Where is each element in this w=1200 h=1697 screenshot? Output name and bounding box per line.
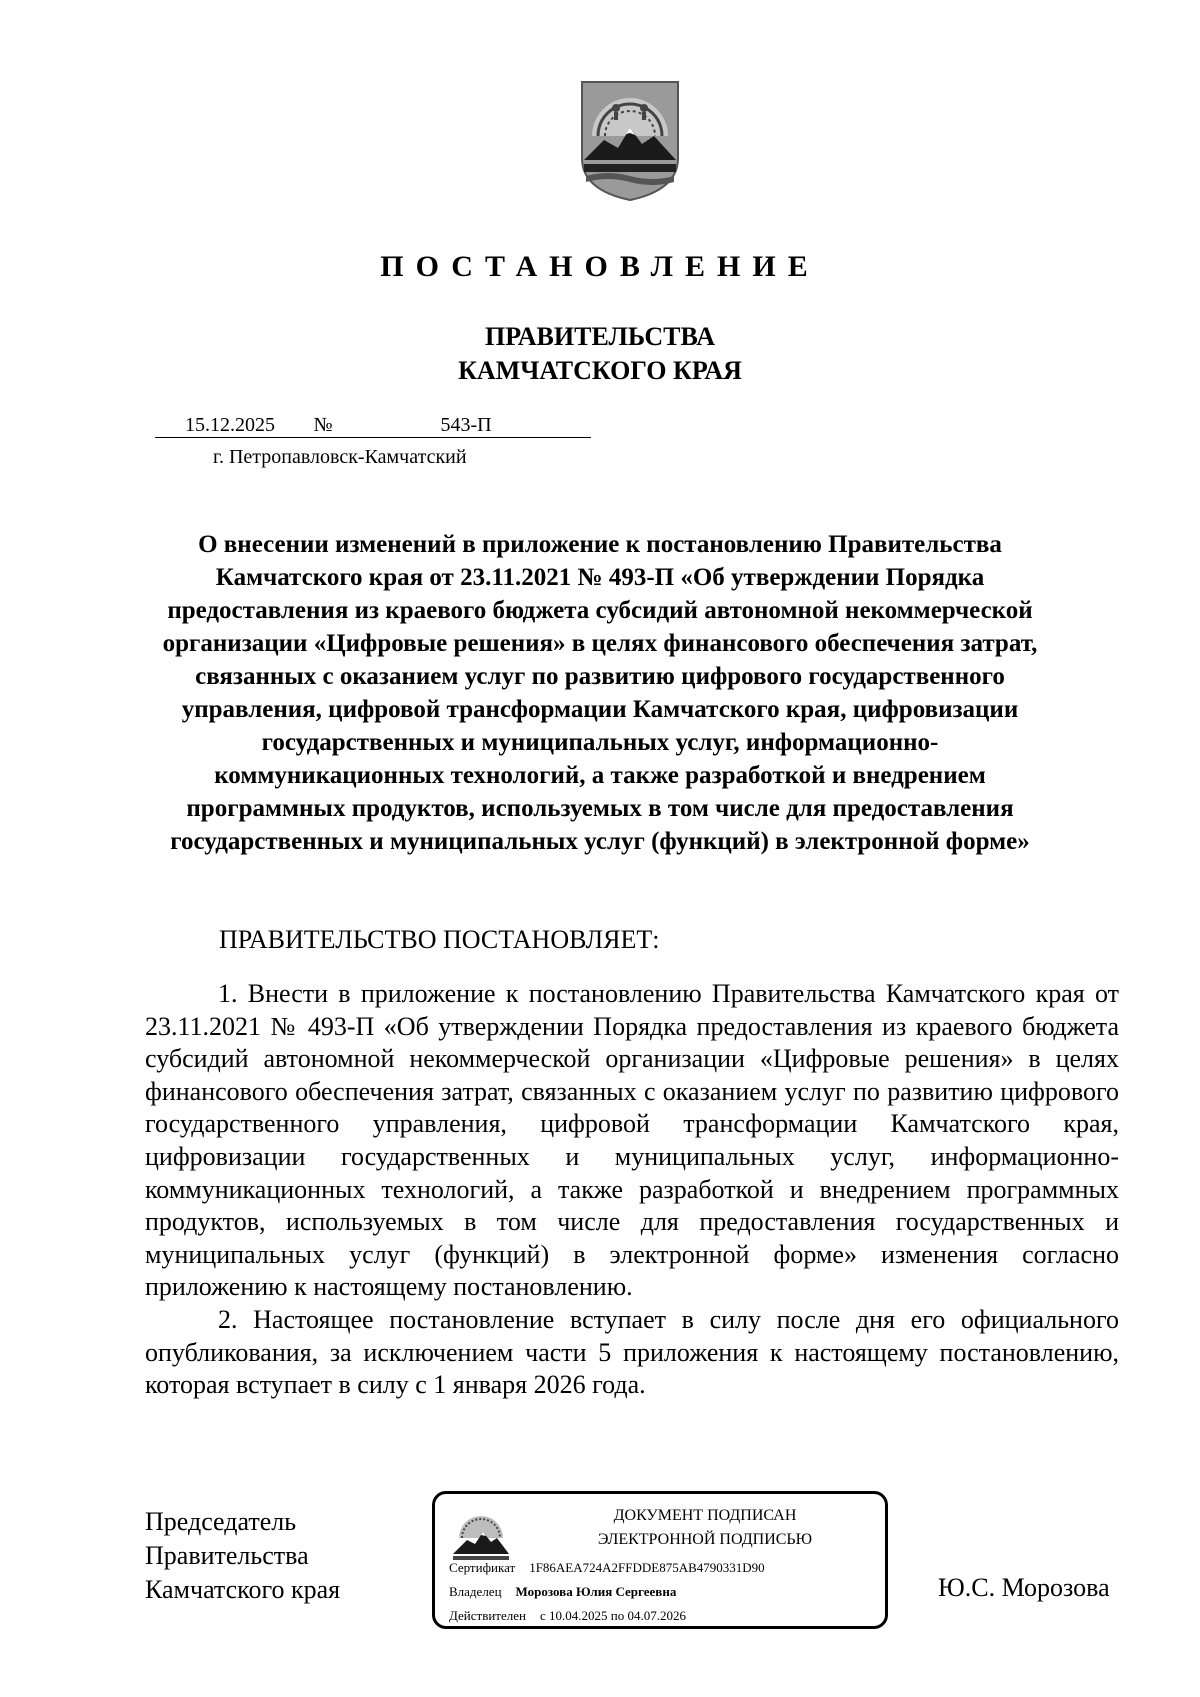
signer-title-line: Председатель	[145, 1507, 297, 1536]
document-title: О внесении изменений в приложение к постановлению Правительства Камчатского края от 23.11.2021 № 493-П «Об утверждении Порядка предоставления из краевого бюджета субсидий автономной некоммерческой организации «Цифровые решения» в целях финансового обеспечения затрат, связанных с оказанием услуг по развитию цифрового государственного управления, цифровой трансформации Камчатского края, цифровизации государственных и муниципальных услуг, информационно-коммуникационных технологий, а также разработкой и внедрением программных продуктов, используемых в том числе для предоставления государственных и муниципальных услуг (функций) в электронной форме»	[162, 531, 1038, 855]
stamp-heading-line-2: ЭЛЕКТРОННОЙ ПОДПИСЬЮ	[597, 1531, 813, 1548]
signer-name: Ю.С. Морозова	[938, 1573, 1110, 1602]
decree-phrase: ПРАВИТЕЛЬСТВО ПОСТАНОВЛЯЕТ:	[219, 925, 660, 954]
document-number: 543-П	[341, 413, 591, 438]
paragraph-2: 2. Настоящее постановление вступает в силу после дня его официального опубликования, за исключением части 5 приложения к настоящему постановлению, которая вступает в силу с 1 января 2026 года.	[145, 1304, 1119, 1400]
document-reference	[155, 413, 591, 438]
validity-label: Действителен	[449, 1608, 526, 1623]
stamp-owner-row	[449, 1584, 676, 1600]
document-body	[145, 978, 1119, 1402]
stamp-heading	[535, 1504, 875, 1552]
stamp-validity-row	[449, 1608, 686, 1624]
authority-line-2: КАМЧАТСКОГО КРАЯ	[458, 356, 742, 385]
stamp-certificate-row	[449, 1560, 765, 1576]
kamchatka-coat-of-arms-icon	[451, 1504, 511, 1560]
document-place: г. Петропавловск-Камчатский	[213, 446, 467, 468]
kamchatka-coat-of-arms-icon	[578, 78, 682, 204]
document-date: 15.12.2025	[155, 413, 305, 438]
paragraph-1: 1. Внести в приложение к постановлению Правительства Камчатского края от 23.11.2021 № 493-П «Об утверждении Порядка предоставления из краевого бюджета субсидий автономной некоммерческой организации «Цифровые решения» в целях финансового обеспечения затрат, связанных с оказанием услуг по развитию цифрового государственного управления, цифровой трансформации Камчатского края, цифровизации государственных и муниципальных услуг, информационно-коммуникационных технологий, а также разработкой и внедрением программных продуктов, используемых в том числе для предоставления государственных и муниципальных услуг (функций) в электронной форме» изменения согласно приложению к настоящему постановлению.	[145, 979, 1119, 1302]
certificate-label: Сертификат	[449, 1560, 516, 1575]
electronic-signature-stamp	[432, 1491, 888, 1629]
authority-line-1: ПРАВИТЕЛЬСТВА	[485, 322, 715, 351]
owner-value: Морозова Юлия Сергеевна	[515, 1584, 677, 1599]
signer-title-line: Камчатского края	[145, 1575, 341, 1604]
signer-title-line: Правительства	[145, 1541, 309, 1570]
signer-title	[145, 1505, 340, 1607]
document-type: ПОСТАНОВЛЕНИЕ	[380, 250, 820, 283]
certificate-value: 1F86AEA724A2FFDDE875AB4790331D90	[529, 1560, 765, 1575]
number-sign: №	[305, 413, 341, 438]
validity-value: с 10.04.2025 по 04.07.2026	[539, 1608, 686, 1623]
stamp-heading-line-1: ДОКУМЕНТ ПОДПИСАН	[613, 1507, 797, 1524]
owner-label: Владелец	[449, 1584, 502, 1599]
issuing-authority	[0, 320, 1200, 388]
